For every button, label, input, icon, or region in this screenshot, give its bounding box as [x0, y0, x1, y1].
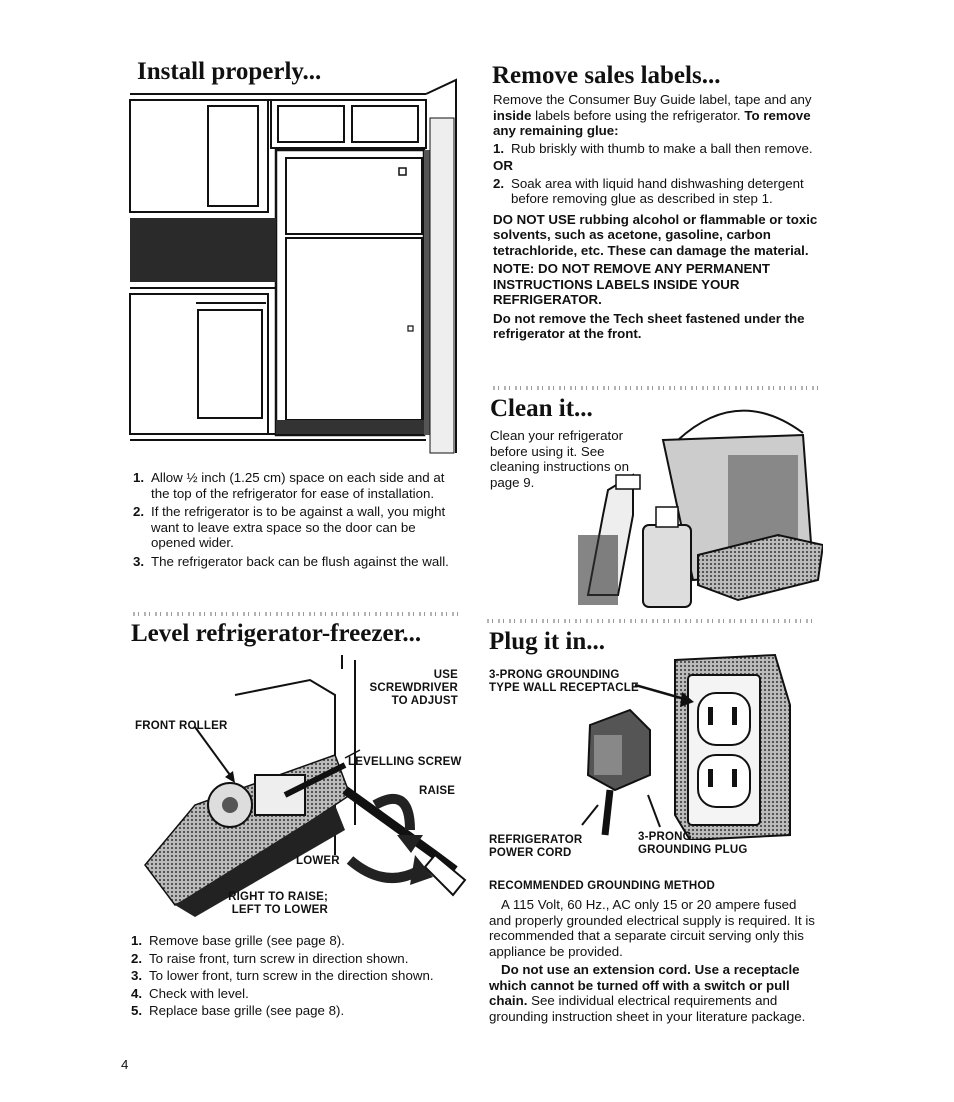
label-levelling-screw: LEVELLING SCREW [348, 756, 462, 768]
label-use-screwdriver: USE SCREWDRIVER TO ADJUST [369, 669, 458, 707]
label-right-to-raise: RIGHT TO RAISE; LEFT TO LOWER [228, 891, 328, 916]
label-raise: RAISE [419, 785, 456, 797]
grounding-section [489, 897, 817, 1024]
grounding-method-text: A 115 Volt, 60 Hz., AC only 15 or 20 ampere fused and properly grounded electrical supply is required. It is recommended that a separate circuit serving only this appliance be provided. [489, 897, 815, 959]
section-divider [133, 612, 459, 616]
clean-text: Clean your refrigerator before using it. See cleaning instructions on page 9. [490, 428, 629, 490]
list-item: 1. Remove base grille (see page 8). [131, 933, 345, 948]
list-item: 3. The refrigerator back can be flush against the wall. [133, 553, 449, 569]
kitchen-refrigerator-illustration [126, 78, 461, 456]
section-divider [487, 619, 817, 623]
plug-heading: Plug it in... [489, 628, 605, 655]
remove-heading: Remove sales labels... [492, 62, 721, 89]
or-label: OR [493, 158, 513, 173]
list-item: 1. Allow ½ inch (1.25 cm) space on each side and at the top of the refrigerator for ease of installation. [133, 470, 445, 501]
install-list [133, 470, 461, 569]
remove-intro: Remove the Consumer Buy Guide label, tape and any inside labels before using the refrigerator. To remove any remaining glue: [493, 92, 812, 138]
install-heading: Install properly... [137, 58, 322, 85]
cleaning-supplies-illustration [578, 395, 823, 610]
tech-sheet-text: Do not remove the Tech sheet fastened under the refrigerator at the front. [493, 310, 805, 341]
list-item: 2. To raise front, turn screw in direction shown. [131, 950, 409, 966]
label-power-cord: REFRIGERATOR POWER CORD [489, 834, 583, 859]
list-item: 2. Soak area with liquid hand dishwashing detergent before removing glue as described in step 1. [493, 175, 804, 206]
page-number: 4 [121, 1057, 129, 1072]
level-list [131, 933, 466, 1019]
warning-text: DO NOT USE rubbing alcohol or flammable or toxic solvents, such as acetone, gasoline, carbon tetrachloride, etc. These can damage the material. [493, 211, 818, 258]
label-grounding-plug: 3-PRONG GROUNDING PLUG [638, 831, 748, 856]
list-item: 2. If the refrigerator is to be against a wall, you might want to leave extra space so the door can be opened wider. [133, 504, 446, 550]
list-item: 3. To lower front, turn screw in the direction shown. [131, 968, 434, 983]
label-wall-receptacle: 3-PRONG GROUNDING TYPE WALL RECEPTACLE [489, 669, 639, 694]
note-text: NOTE: DO NOT REMOVE ANY PERMANENT INSTRUCTIONS LABELS INSIDE YOUR REFRIGERATOR. [493, 261, 771, 307]
extension-cord-text: Do not use an extension cord. Use a receptacle which cannot be turned off with a switch or pull chain. See individual electrical requirements and grounding instruction sheet in your literature package. [489, 962, 806, 1024]
section-divider [493, 386, 823, 390]
clean-heading: Clean it... [490, 395, 593, 422]
grounding-method-heading: RECOMMENDED GROUNDING METHOD [489, 880, 716, 892]
level-heading: Level refrigerator-freezer... [131, 620, 422, 647]
label-front-roller: FRONT ROLLER [135, 720, 228, 732]
label-lower: LOWER [296, 855, 340, 867]
remove-section [493, 92, 825, 342]
list-item: 4. Check with level. [131, 985, 249, 1001]
list-item: 5. Replace base grille (see page 8). [131, 1003, 345, 1018]
list-item: 1. Rub briskly with thumb to make a ball then remove. [493, 140, 813, 156]
